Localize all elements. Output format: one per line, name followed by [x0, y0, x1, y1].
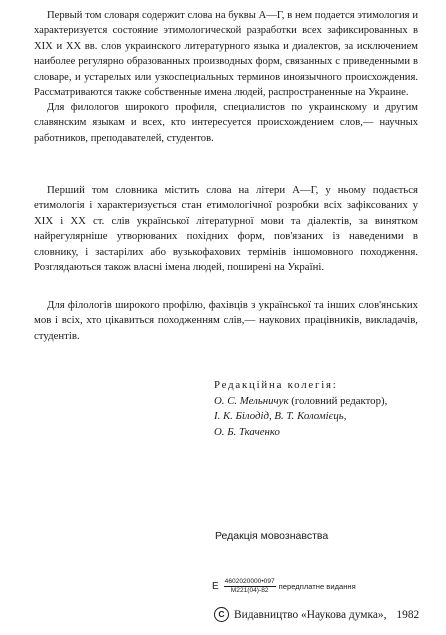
- publication-year: 1982: [396, 608, 420, 621]
- publishing-code-fraction: [224, 578, 276, 595]
- russian-annotation-paragraph-2: Для филологов широкого профиля, специалистов по украинскому и другим славянским языкам и всех, кто интересуется происхождением слов,— научных работников, преподавателей, студентов.: [34, 102, 418, 144]
- chief-editor-name: О. С. Мельничук: [214, 394, 289, 407]
- copyright-line: [214, 607, 419, 622]
- editorial-board-line-2: І. К. Білодід, В. Т. Коломієць,: [214, 410, 347, 423]
- ukrainian-annotation-paragraph-1: Перший том словника містить слова на літери А—Г, у ньому подається етимологія і характеризується стан етимологічної розробки всіх зафіксованих у XIX і XX ст. слів української літературної мови та діалектів, за винятком найрегулярніше утворюваних похідних форм, пов'язаних із наведеними в словнику, і застарілих або вузькофахових термінів іншомовного походження. Розглядаються також власні імена людей, поширені на Україні.: [34, 184, 418, 274]
- ukrainian-annotation-paragraph-2: Для філологів широкого профілю, фахівців з української та інших слов'янських мов і всіх, хто цікавиться походженням слів,— наукових працівників, викладачів, студентів.: [34, 299, 418, 342]
- publishing-code-numerator: 4602020000•097: [224, 578, 275, 585]
- editorial-board-title: Редакційна колегія:: [214, 379, 338, 391]
- publishing-code-letter: Е: [212, 581, 219, 592]
- editorial-board: [214, 378, 387, 440]
- copyright-icon: C: [214, 607, 229, 622]
- editorial-board-line-3: О. Б. Ткаченко: [214, 425, 280, 438]
- publishing-code-note: передплатне видання: [278, 582, 356, 591]
- publishing-code: [212, 578, 356, 595]
- publishing-code-denominator: М221(04)-82: [230, 587, 269, 594]
- russian-annotation-paragraph-1: Первый том словаря содержит слова на буквы А—Г, в нем подается этимология и характеризуется состояние этимологической разработки всех зафиксированных в XIX и XX вв. слов украинского литературного языка и диалектов, за исключением наиболее регулярно образованных производных форм, связанных с приведенными в словаре, и устарелых или узкоспециальных терминов иноязычного происхождения. Рассматриваются также собственные имена людей, распространенные на Украине.: [34, 10, 418, 99]
- publisher-name: Видавництво «Наукова думка»,: [234, 608, 387, 621]
- chief-editor-role: (головний редактор),: [288, 394, 388, 407]
- editorial-department: Редакція мовознавства: [215, 530, 329, 542]
- editorial-board-line-1: [214, 394, 387, 410]
